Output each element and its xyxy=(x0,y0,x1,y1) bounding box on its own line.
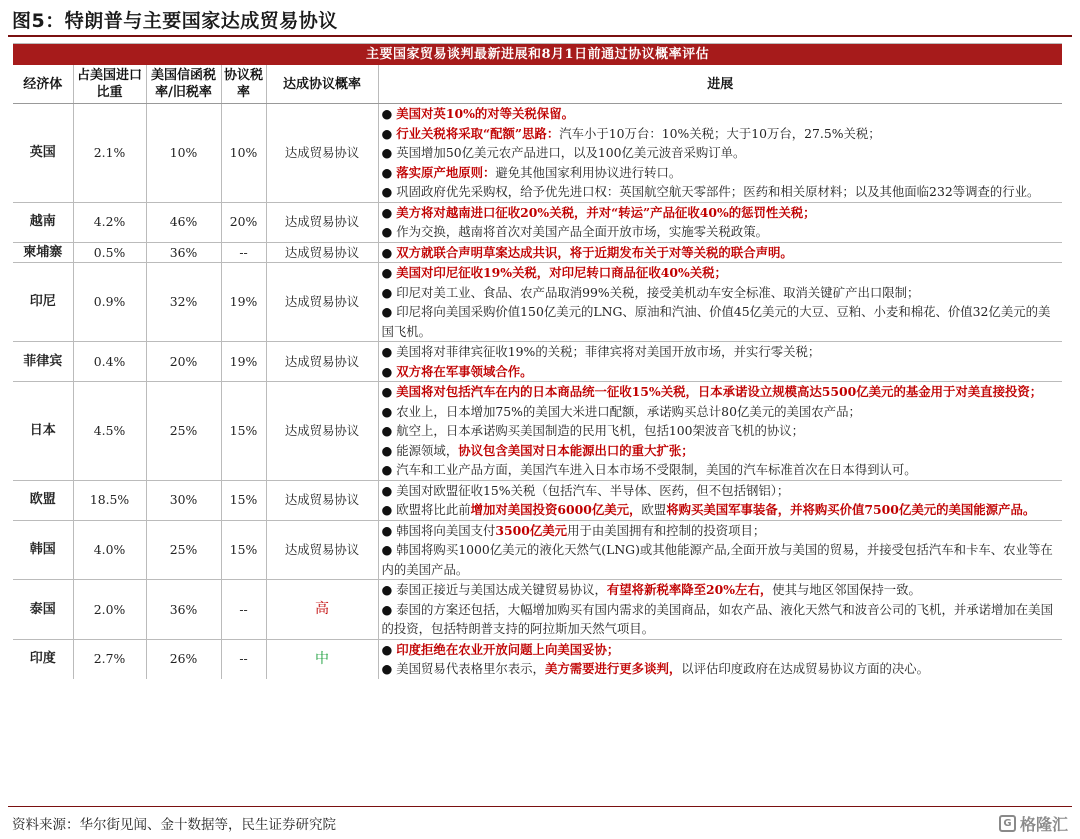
letter-rate-cell-text: 36% xyxy=(169,601,198,617)
bullet-dot-icon: ● xyxy=(381,224,397,239)
progress-bullet xyxy=(382,342,1060,362)
letter-rate-cell-text: 20% xyxy=(169,353,198,369)
table-row xyxy=(13,580,1062,640)
progress-bullet xyxy=(382,521,1060,541)
letter-rate-cell-text: 46% xyxy=(169,214,198,230)
import-share-cell xyxy=(73,520,146,580)
progress-bullet xyxy=(382,382,1060,402)
header-deal-rate: 协议税率 xyxy=(221,65,266,104)
table-row xyxy=(13,202,1062,242)
highlight-text: 双方就联合声明草案达成共识，将于近期发布关于对等关税的联合声明。 xyxy=(396,244,793,260)
bullet-text: 泰国正接近与美国达成关键贸易协议， xyxy=(396,582,607,597)
deal-rate-cell xyxy=(221,520,266,580)
progress-bullet xyxy=(382,182,1060,202)
bullet-text: 作为交换，越南将首次对美国产品全面开放市场，实施零关税政策。 xyxy=(396,224,768,239)
progress-bullet xyxy=(382,640,1060,660)
bullet-dot-icon: ● xyxy=(381,542,397,557)
header-import-share: 占美国进口比重 xyxy=(73,65,146,104)
progress-cell xyxy=(378,639,1062,679)
progress-bullet xyxy=(382,540,1060,579)
progress-cell xyxy=(378,580,1062,640)
import-share-cell-text: 4.0% xyxy=(93,542,126,557)
highlight-text: 行业关税将采取“配额”思路： xyxy=(396,125,560,141)
bullet-dot-icon: ● xyxy=(381,423,397,438)
import-share-cell-text: 4.2% xyxy=(93,214,126,230)
highlight-text: 美国对英10%的对等关税保留。 xyxy=(396,106,574,121)
deal-rate-cell-text: 15% xyxy=(229,423,258,438)
progress-cell xyxy=(378,104,1062,203)
country-cell xyxy=(13,242,73,263)
probability-cell-text: 达成贸易协议 xyxy=(284,353,360,369)
letter-rate-cell xyxy=(146,342,221,382)
letter-rate-cell xyxy=(146,382,221,481)
bullet-dot-icon: ● xyxy=(381,641,397,657)
bullet-text: 以评估印度政府在达成贸易协议方面的决心。 xyxy=(681,661,930,676)
probability-cell xyxy=(266,520,378,580)
bullet-dot-icon: ● xyxy=(381,442,397,458)
bullet-dot-icon: ● xyxy=(381,284,397,300)
progress-cell xyxy=(378,202,1062,242)
import-share-cell-text: 0.5% xyxy=(93,244,126,260)
probability-cell xyxy=(266,639,378,679)
probability-cell xyxy=(266,202,378,242)
table-row xyxy=(13,104,1062,203)
highlight-text: 美国对印尼征收19%关税，对印尼转口商品征收40%关税； xyxy=(396,265,727,280)
bullet-dot-icon: ● xyxy=(381,184,397,199)
table-body xyxy=(13,104,1062,679)
table-row xyxy=(13,639,1062,679)
highlight-text: 双方将在军事领域合作。 xyxy=(396,363,533,379)
progress-cell xyxy=(378,520,1062,580)
probability-cell xyxy=(266,342,378,382)
progress-bullet xyxy=(382,263,1060,283)
highlight-text: 增加对美国投资6000亿美元， xyxy=(470,502,642,517)
highlight-text: 美国将对包括汽车在内的日本商品统一征收15%关税，日本承诺设立规模高达5500亿美元的基金用于对美直接投资； xyxy=(396,384,1043,399)
bullet-dot-icon: ● xyxy=(381,482,397,498)
bullet-dot-icon: ● xyxy=(381,244,397,260)
country-cell-text: 越南 xyxy=(29,214,56,230)
table-header-row xyxy=(13,65,1062,104)
bullet-text: 美国将对菲律宾征收19%的关税；菲律宾将对美国开放市场，并实行零关税； xyxy=(396,344,821,359)
import-share-cell xyxy=(73,242,146,263)
bullet-dot-icon: ● xyxy=(381,462,397,477)
figure-title: 图5：特朗普与主要国家达成贸易协议 xyxy=(12,10,338,32)
progress-bullet xyxy=(382,402,1060,422)
country-cell xyxy=(13,202,73,242)
header-probability: 达成协议概率 xyxy=(266,65,378,104)
source-note: 资料来源：华尔街见闻、金十数据等，民生证券研究院 xyxy=(12,817,336,833)
progress-cell xyxy=(378,342,1062,382)
progress-bullet xyxy=(382,580,1060,600)
progress-bullet xyxy=(382,222,1060,242)
letter-rate-cell-text: 32% xyxy=(169,294,198,310)
table-row xyxy=(13,263,1062,342)
header-progress: 进展 xyxy=(378,65,1062,104)
letter-rate-cell-text: 10% xyxy=(169,145,198,160)
bullet-text: 巩固政府优先采购权，给予优先进口权：英国航空航天零部件；医药和相关原材料；以及其他面临232等调查的行业。 xyxy=(396,184,1040,199)
deal-rate-cell-text: 19% xyxy=(229,294,258,310)
bullet-dot-icon: ● xyxy=(381,265,397,280)
country-cell-text: 欧盟 xyxy=(29,492,56,508)
country-cell xyxy=(13,382,73,481)
letter-rate-cell-text: 36% xyxy=(169,244,198,260)
bullet-text: 泰国的方案还包括，大幅增加购买有国内需求的美国商品，如农产品、液化天然气和波音公司的飞机，并承诺增加在美国的投资，包括特朗普支持的阿拉斯加天然气项目。 xyxy=(381,601,1053,636)
country-cell xyxy=(13,342,73,382)
table-banner-row xyxy=(13,44,1062,66)
progress-cell xyxy=(378,480,1062,520)
progress-bullet xyxy=(382,659,1060,679)
letter-rate-cell xyxy=(146,520,221,580)
deal-rate-cell xyxy=(221,480,266,520)
import-share-cell-text: 0.9% xyxy=(93,294,126,310)
country-cell-text: 柬埔寨 xyxy=(23,244,63,260)
bullet-text: 用于由美国拥有和控制的投资项目； xyxy=(567,522,766,538)
highlight-text: 协议包含美国对日本能源出口的重大扩张； xyxy=(458,442,694,458)
probability-cell xyxy=(266,480,378,520)
letter-rate-cell-text: 25% xyxy=(169,542,198,557)
progress-bullet xyxy=(382,362,1060,382)
probability-cell-text: 达成贸易协议 xyxy=(284,145,360,160)
bullet-text: 农业上，日本增加75%的美国大米进口配额，承诺购买总计80亿美元的美国农产品； xyxy=(396,403,861,419)
progress-bullet xyxy=(382,163,1060,183)
deal-rate-cell-text: -- xyxy=(239,651,248,667)
bullet-dot-icon: ● xyxy=(381,125,397,141)
country-cell-text: 菲律宾 xyxy=(23,353,63,369)
table-banner: 主要国家贸易谈判最新进展和8月1日前通过协议概率评估 xyxy=(13,44,1062,66)
letter-rate-cell xyxy=(146,263,221,342)
country-cell-text: 印尼 xyxy=(29,294,56,310)
letter-rate-cell xyxy=(146,639,221,679)
country-cell-text: 英国 xyxy=(29,145,56,160)
title-divider xyxy=(8,35,1072,37)
bullet-text: 航空上，日本承诺购买美国制造的民用飞机，包括100架波音飞机的协议； xyxy=(396,423,805,438)
watermark-text: 格隆汇 xyxy=(1019,815,1068,834)
highlight-text: 美方需要进行更多谈判， xyxy=(544,661,682,676)
bullet-text: 使其与地区邻国保持一致。 xyxy=(772,582,921,597)
import-share-cell-text: 2.7% xyxy=(93,651,126,667)
progress-bullet xyxy=(382,421,1060,441)
bullet-dot-icon: ● xyxy=(381,145,397,160)
highlight-text: 印度拒绝在农业开放问题上向美国妥协； xyxy=(396,641,620,657)
progress-bullet xyxy=(382,283,1060,303)
progress-bullet xyxy=(382,441,1060,461)
deal-rate-cell xyxy=(221,639,266,679)
bullet-dot-icon: ● xyxy=(381,363,397,379)
bullet-text: 欧盟 xyxy=(641,502,667,517)
bullet-text: 能源领域， xyxy=(396,442,459,458)
watermark xyxy=(999,812,1068,835)
country-cell xyxy=(13,639,73,679)
bullet-dot-icon: ● xyxy=(381,582,397,597)
import-share-cell-text: 0.4% xyxy=(93,353,126,369)
import-share-cell xyxy=(73,480,146,520)
probability-cell-text: 达成贸易协议 xyxy=(284,214,360,230)
table-row xyxy=(13,382,1062,481)
letter-rate-cell-text: 30% xyxy=(169,492,198,508)
table-row xyxy=(13,520,1062,580)
bullet-dot-icon: ● xyxy=(381,403,397,419)
bullet-dot-icon: ● xyxy=(381,106,397,121)
probability-cell-text: 达成贸易协议 xyxy=(284,542,360,557)
probability-cell-text: 达成贸易协议 xyxy=(284,244,360,260)
deal-rate-cell xyxy=(221,263,266,342)
bullet-dot-icon: ● xyxy=(381,164,397,180)
probability-cell xyxy=(266,580,378,640)
probability-cell-text: 高 xyxy=(315,601,329,617)
highlight-text: 有望将新税率降至20%左右， xyxy=(606,582,773,597)
progress-cell xyxy=(378,382,1062,481)
bullet-dot-icon: ● xyxy=(381,304,397,319)
import-share-cell xyxy=(73,104,146,203)
progress-bullet xyxy=(382,243,1060,263)
deal-rate-cell xyxy=(221,242,266,263)
probability-cell-text: 达成贸易协议 xyxy=(284,492,360,508)
deal-rate-cell-text: -- xyxy=(239,244,248,260)
bullet-text: 美国对欧盟征收15%关税（包括汽车、半导体、医药，但不包括钢铝）； xyxy=(396,482,790,498)
import-share-cell xyxy=(73,382,146,481)
deal-rate-cell-text: 15% xyxy=(229,492,258,508)
progress-cell xyxy=(378,263,1062,342)
progress-bullet xyxy=(382,104,1060,124)
deal-rate-cell-text: -- xyxy=(239,601,248,617)
header-economy: 经济体 xyxy=(13,65,73,104)
deal-rate-cell xyxy=(221,202,266,242)
trade-deal-table xyxy=(13,43,1062,679)
progress-bullet xyxy=(382,203,1060,223)
country-cell xyxy=(13,520,73,580)
footer-divider xyxy=(8,806,1072,807)
import-share-cell-text: 2.1% xyxy=(93,145,126,160)
progress-cell xyxy=(378,242,1062,263)
table-row xyxy=(13,242,1062,263)
import-share-cell xyxy=(73,342,146,382)
highlight-text: 落实原产地原则： xyxy=(396,164,496,180)
probability-cell xyxy=(266,242,378,263)
progress-bullet xyxy=(382,143,1060,163)
bullet-text: 韩国将购买1000亿美元的液化天然气(LNG)或其他能源产品,全面开放与美国的贸易，并接受包括汽车和卡车、农业等在内的美国产品。 xyxy=(381,542,1053,577)
progress-bullet xyxy=(382,124,1060,144)
bullet-text: 欧盟将比此前 xyxy=(396,502,471,517)
country-cell-text: 韩国 xyxy=(29,542,56,557)
bullet-text: 印尼对美工业、食品、农产品取消99%关税，接受美机动车安全标准、取消关键矿产出口限制； xyxy=(396,284,920,300)
deal-rate-cell-text: 20% xyxy=(229,214,258,230)
probability-cell-text: 中 xyxy=(315,650,329,667)
progress-bullet xyxy=(382,481,1060,501)
bullet-dot-icon: ● xyxy=(381,522,397,538)
deal-rate-cell-text: 15% xyxy=(229,542,258,557)
bullet-text: 美国贸易代表格里尔表示， xyxy=(396,661,545,676)
bullet-dot-icon: ● xyxy=(381,601,397,617)
country-cell-text: 泰国 xyxy=(29,601,56,617)
table-row xyxy=(13,480,1062,520)
country-cell xyxy=(13,480,73,520)
table-row xyxy=(13,342,1062,382)
import-share-cell-text: 2.0% xyxy=(93,601,126,617)
highlight-text: 3500亿美元 xyxy=(495,522,568,538)
probability-cell xyxy=(266,382,378,481)
deal-rate-cell xyxy=(221,382,266,481)
highlight-text: 美方将对越南进口征收20%关税，并对“转运”产品征收40%的惩罚性关税； xyxy=(396,204,816,220)
bullet-dot-icon: ● xyxy=(381,661,397,676)
letter-rate-cell xyxy=(146,580,221,640)
import-share-cell-text: 4.5% xyxy=(93,423,126,438)
letter-rate-cell xyxy=(146,480,221,520)
import-share-cell xyxy=(73,263,146,342)
progress-bullet xyxy=(382,600,1060,639)
progress-bullet xyxy=(382,302,1060,341)
country-cell xyxy=(13,580,73,640)
bullet-text: 汽车和工业产品方面，美国汽车进入日本市场不受限制，美国的汽车标准首次在日本得到认可。 xyxy=(396,462,917,477)
import-share-cell xyxy=(73,580,146,640)
bullet-dot-icon: ● xyxy=(381,204,397,220)
import-share-cell xyxy=(73,639,146,679)
progress-bullet xyxy=(382,500,1060,520)
probability-cell-text: 达成贸易协议 xyxy=(284,423,360,438)
bullet-text: 避免其他国家利用协议进行转口。 xyxy=(495,164,682,180)
bullet-dot-icon: ● xyxy=(381,344,397,359)
letter-rate-cell xyxy=(146,242,221,263)
highlight-text: 将购买美国军事装备，并将购买价值7500亿美元的美国能源产品。 xyxy=(666,502,1036,517)
deal-rate-cell xyxy=(221,104,266,203)
deal-rate-cell-text: 10% xyxy=(229,145,258,160)
bullet-text: 印尼将向美国采购价值150亿美元的LNG、原油和汽油、价值45亿美元的大豆、豆粕、小麦和棉花、价值32亿美元的美国飞机。 xyxy=(381,304,1051,339)
import-share-cell xyxy=(73,202,146,242)
bullet-text: 韩国将向美国支付 xyxy=(396,522,496,538)
watermark-logo-icon: G xyxy=(999,815,1016,832)
country-cell-text: 印度 xyxy=(29,651,56,667)
letter-rate-cell xyxy=(146,104,221,203)
progress-bullet xyxy=(382,460,1060,480)
letter-rate-cell xyxy=(146,202,221,242)
import-share-cell-text: 18.5% xyxy=(89,492,130,508)
letter-rate-cell-text: 26% xyxy=(169,651,198,667)
header-letter-rate: 美国信函税率/旧税率 xyxy=(146,65,221,104)
deal-rate-cell xyxy=(221,580,266,640)
deal-rate-cell-text: 19% xyxy=(229,353,258,369)
bullet-text: 汽车小于10万台：10%关税；大于10万台，27.5%关税； xyxy=(559,125,881,141)
probability-cell xyxy=(266,263,378,342)
country-cell xyxy=(13,104,73,203)
country-cell-text: 日本 xyxy=(29,423,56,438)
bullet-text: 英国增加50亿美元农产品进口，以及100亿美元波音采购订单。 xyxy=(396,145,746,160)
letter-rate-cell-text: 25% xyxy=(169,423,198,438)
bullet-dot-icon: ● xyxy=(381,384,397,399)
deal-rate-cell xyxy=(221,342,266,382)
bullet-dot-icon: ● xyxy=(381,502,397,517)
country-cell xyxy=(13,263,73,342)
probability-cell xyxy=(266,104,378,203)
probability-cell-text: 达成贸易协议 xyxy=(284,294,360,310)
trade-deal-table-container xyxy=(13,43,1062,679)
